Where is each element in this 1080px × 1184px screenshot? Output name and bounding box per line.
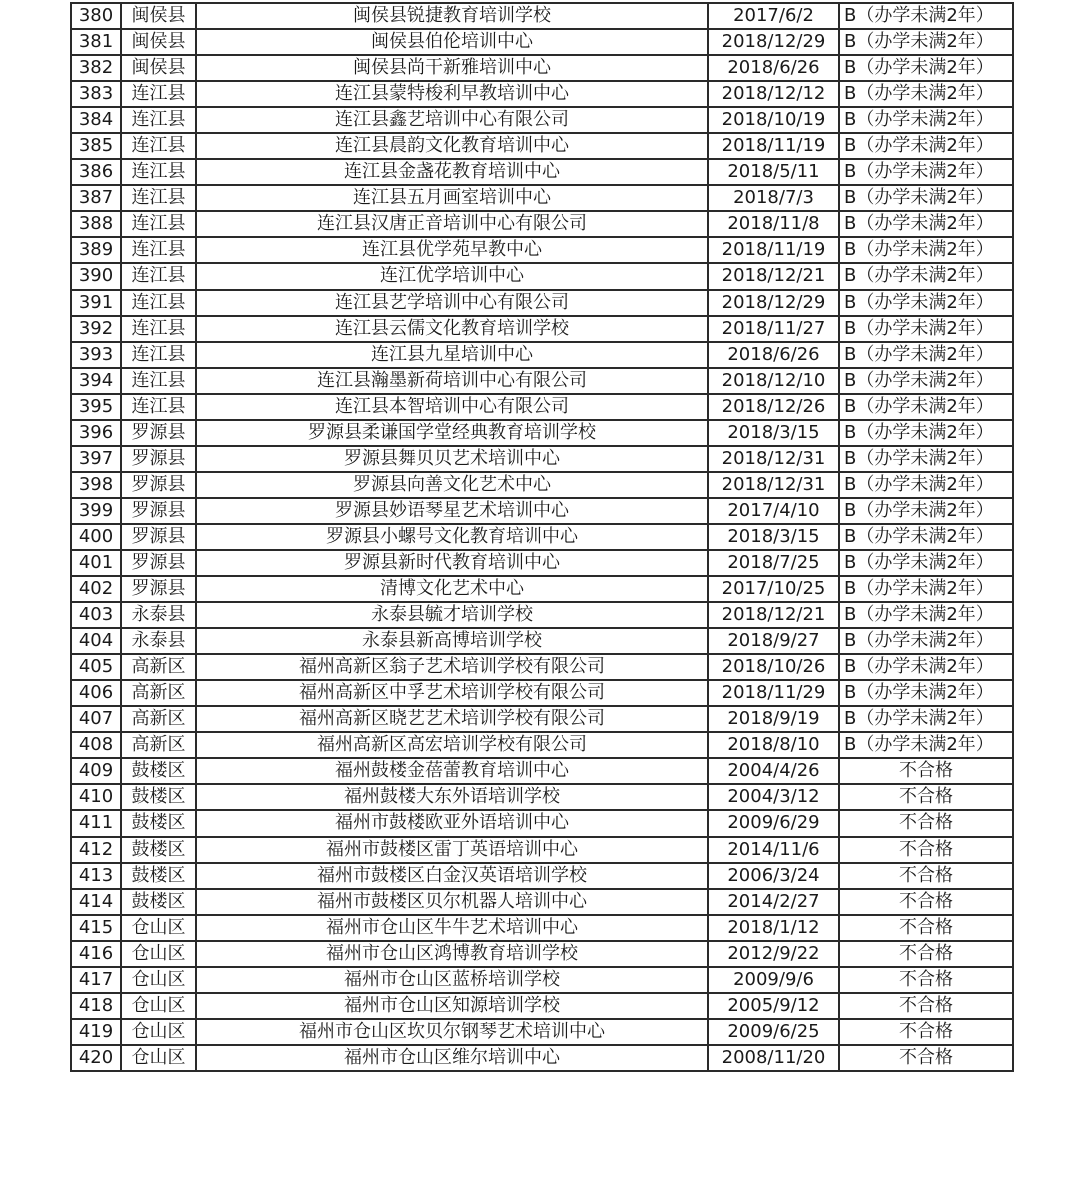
row-number-cell: 398 bbox=[71, 472, 121, 498]
row-number-cell: 390 bbox=[71, 263, 121, 289]
row-number-cell: 382 bbox=[71, 55, 121, 81]
row-number-cell: 386 bbox=[71, 159, 121, 185]
result-cell: 不合格 bbox=[839, 915, 1013, 941]
district-cell: 仓山区 bbox=[121, 1019, 196, 1045]
date-cell: 2018/11/19 bbox=[708, 133, 839, 159]
table-row bbox=[71, 993, 1013, 1019]
table-row bbox=[71, 810, 1013, 836]
district-cell: 连江县 bbox=[121, 394, 196, 420]
district-cell: 连江县 bbox=[121, 211, 196, 237]
result-cell: B（办学未满2年） bbox=[839, 602, 1013, 628]
row-number-cell: 381 bbox=[71, 29, 121, 55]
district-cell: 高新区 bbox=[121, 706, 196, 732]
table-row bbox=[71, 706, 1013, 732]
date-cell: 2009/6/25 bbox=[708, 1019, 839, 1045]
date-cell: 2009/6/29 bbox=[708, 810, 839, 836]
district-cell: 连江县 bbox=[121, 133, 196, 159]
result-cell: B（办学未满2年） bbox=[839, 498, 1013, 524]
row-number-cell: 395 bbox=[71, 394, 121, 420]
table-row bbox=[71, 185, 1013, 211]
result-cell: B（办学未满2年） bbox=[839, 159, 1013, 185]
result-cell: B（办学未满2年） bbox=[839, 732, 1013, 758]
table-row bbox=[71, 967, 1013, 993]
row-number-cell: 420 bbox=[71, 1045, 121, 1071]
institution-name-cell: 福州市仓山区坎贝尔钢琴艺术培训中心 bbox=[196, 1019, 708, 1045]
row-number-cell: 405 bbox=[71, 654, 121, 680]
row-number-cell: 400 bbox=[71, 524, 121, 550]
result-cell: B（办学未满2年） bbox=[839, 237, 1013, 263]
row-number-cell: 413 bbox=[71, 863, 121, 889]
institution-name-cell: 福州市仓山区维尔培训中心 bbox=[196, 1045, 708, 1071]
table-row bbox=[71, 628, 1013, 654]
row-number-cell: 403 bbox=[71, 602, 121, 628]
table-row bbox=[71, 420, 1013, 446]
district-cell: 鼓楼区 bbox=[121, 758, 196, 784]
date-cell: 2018/5/11 bbox=[708, 159, 839, 185]
table-row bbox=[71, 29, 1013, 55]
institution-name-cell: 连江县云儒文化教育培训学校 bbox=[196, 316, 708, 342]
date-cell: 2018/11/27 bbox=[708, 316, 839, 342]
date-cell: 2014/11/6 bbox=[708, 837, 839, 863]
district-cell: 闽侯县 bbox=[121, 3, 196, 29]
table-row bbox=[71, 368, 1013, 394]
date-cell: 2018/7/25 bbox=[708, 550, 839, 576]
date-cell: 2012/9/22 bbox=[708, 941, 839, 967]
table-row bbox=[71, 342, 1013, 368]
district-cell: 闽侯县 bbox=[121, 55, 196, 81]
table-row bbox=[71, 784, 1013, 810]
result-cell: B（办学未满2年） bbox=[839, 524, 1013, 550]
row-number-cell: 402 bbox=[71, 576, 121, 602]
date-cell: 2018/12/29 bbox=[708, 29, 839, 55]
row-number-cell: 396 bbox=[71, 420, 121, 446]
district-cell: 连江县 bbox=[121, 342, 196, 368]
table-row bbox=[71, 837, 1013, 863]
institution-name-cell: 永泰县新高博培训学校 bbox=[196, 628, 708, 654]
institution-name-cell: 连江县金盏花教育培训中心 bbox=[196, 159, 708, 185]
row-number-cell: 414 bbox=[71, 889, 121, 915]
table-body bbox=[71, 3, 1013, 1071]
row-number-cell: 404 bbox=[71, 628, 121, 654]
institution-name-cell: 福州鼓楼金蓓蕾教育培训中心 bbox=[196, 758, 708, 784]
district-cell: 连江县 bbox=[121, 263, 196, 289]
district-cell: 高新区 bbox=[121, 732, 196, 758]
table-row bbox=[71, 889, 1013, 915]
row-number-cell: 418 bbox=[71, 993, 121, 1019]
institution-name-cell: 福州市鼓楼欧亚外语培训中心 bbox=[196, 810, 708, 836]
table-row bbox=[71, 263, 1013, 289]
district-cell: 鼓楼区 bbox=[121, 863, 196, 889]
result-cell: 不合格 bbox=[839, 758, 1013, 784]
institution-name-cell: 福州市鼓楼区贝尔机器人培训中心 bbox=[196, 889, 708, 915]
institution-name-cell: 永泰县毓才培训学校 bbox=[196, 602, 708, 628]
institution-name-cell: 福州市仓山区鸿博教育培训学校 bbox=[196, 941, 708, 967]
result-cell: B（办学未满2年） bbox=[839, 472, 1013, 498]
date-cell: 2017/6/2 bbox=[708, 3, 839, 29]
table-row bbox=[71, 81, 1013, 107]
table-row bbox=[71, 602, 1013, 628]
date-cell: 2009/9/6 bbox=[708, 967, 839, 993]
district-cell: 闽侯县 bbox=[121, 29, 196, 55]
result-cell: B（办学未满2年） bbox=[839, 316, 1013, 342]
table-row bbox=[71, 863, 1013, 889]
institution-name-cell: 闽侯县尚干新雅培训中心 bbox=[196, 55, 708, 81]
institution-name-cell: 闽侯县伯伦培训中心 bbox=[196, 29, 708, 55]
institution-name-cell: 连江优学培训中心 bbox=[196, 263, 708, 289]
district-cell: 罗源县 bbox=[121, 576, 196, 602]
row-number-cell: 393 bbox=[71, 342, 121, 368]
district-cell: 连江县 bbox=[121, 290, 196, 316]
table-row bbox=[71, 107, 1013, 133]
result-cell: B（办学未满2年） bbox=[839, 576, 1013, 602]
institution-name-cell: 福州高新区高宏培训学校有限公司 bbox=[196, 732, 708, 758]
date-cell: 2004/3/12 bbox=[708, 784, 839, 810]
district-cell: 鼓楼区 bbox=[121, 810, 196, 836]
district-cell: 高新区 bbox=[121, 654, 196, 680]
district-cell: 连江县 bbox=[121, 81, 196, 107]
district-cell: 鼓楼区 bbox=[121, 837, 196, 863]
table-row bbox=[71, 446, 1013, 472]
result-cell: 不合格 bbox=[839, 967, 1013, 993]
institution-name-cell: 连江县瀚墨新荷培训中心有限公司 bbox=[196, 368, 708, 394]
row-number-cell: 380 bbox=[71, 3, 121, 29]
district-cell: 仓山区 bbox=[121, 941, 196, 967]
date-cell: 2005/9/12 bbox=[708, 993, 839, 1019]
row-number-cell: 412 bbox=[71, 837, 121, 863]
table-row bbox=[71, 941, 1013, 967]
date-cell: 2018/12/31 bbox=[708, 472, 839, 498]
date-cell: 2018/7/3 bbox=[708, 185, 839, 211]
row-number-cell: 408 bbox=[71, 732, 121, 758]
result-cell: 不合格 bbox=[839, 837, 1013, 863]
date-cell: 2018/10/26 bbox=[708, 654, 839, 680]
date-cell: 2018/12/12 bbox=[708, 81, 839, 107]
row-number-cell: 407 bbox=[71, 706, 121, 732]
result-cell: 不合格 bbox=[839, 941, 1013, 967]
institution-name-cell: 福州市仓山区知源培训学校 bbox=[196, 993, 708, 1019]
table-row bbox=[71, 680, 1013, 706]
row-number-cell: 383 bbox=[71, 81, 121, 107]
institution-name-cell: 连江县优学苑早教中心 bbox=[196, 237, 708, 263]
row-number-cell: 401 bbox=[71, 550, 121, 576]
result-cell: B（办学未满2年） bbox=[839, 55, 1013, 81]
institution-name-cell: 罗源县向善文化艺术中心 bbox=[196, 472, 708, 498]
row-number-cell: 409 bbox=[71, 758, 121, 784]
institution-name-cell: 福州高新区翁子艺术培训学校有限公司 bbox=[196, 654, 708, 680]
row-number-cell: 392 bbox=[71, 316, 121, 342]
result-cell: B（办学未满2年） bbox=[839, 211, 1013, 237]
institution-name-cell: 连江县汉唐正音培训中心有限公司 bbox=[196, 211, 708, 237]
institution-name-cell: 闽侯县锐捷教育培训学校 bbox=[196, 3, 708, 29]
result-cell: B（办学未满2年） bbox=[839, 706, 1013, 732]
district-cell: 罗源县 bbox=[121, 524, 196, 550]
district-cell: 罗源县 bbox=[121, 550, 196, 576]
table-row bbox=[71, 159, 1013, 185]
date-cell: 2018/11/29 bbox=[708, 680, 839, 706]
institution-name-cell: 罗源县妙语琴星艺术培训中心 bbox=[196, 498, 708, 524]
date-cell: 2018/11/19 bbox=[708, 237, 839, 263]
institution-table bbox=[70, 2, 1014, 1072]
institution-name-cell: 罗源县柔谦国学堂经典教育培训学校 bbox=[196, 420, 708, 446]
institution-name-cell: 福州市仓山区蓝桥培训学校 bbox=[196, 967, 708, 993]
row-number-cell: 415 bbox=[71, 915, 121, 941]
result-cell: B（办学未满2年） bbox=[839, 263, 1013, 289]
district-cell: 罗源县 bbox=[121, 420, 196, 446]
date-cell: 2018/1/12 bbox=[708, 915, 839, 941]
result-cell: B（办学未满2年） bbox=[839, 290, 1013, 316]
date-cell: 2017/10/25 bbox=[708, 576, 839, 602]
district-cell: 连江县 bbox=[121, 185, 196, 211]
result-cell: B（办学未满2年） bbox=[839, 420, 1013, 446]
table-row bbox=[71, 1019, 1013, 1045]
row-number-cell: 391 bbox=[71, 290, 121, 316]
row-number-cell: 416 bbox=[71, 941, 121, 967]
table-row bbox=[71, 654, 1013, 680]
table-row bbox=[71, 316, 1013, 342]
result-cell: 不合格 bbox=[839, 1045, 1013, 1071]
table-row bbox=[71, 524, 1013, 550]
result-cell: B（办学未满2年） bbox=[839, 81, 1013, 107]
institution-name-cell: 清博文化艺术中心 bbox=[196, 576, 708, 602]
result-cell: 不合格 bbox=[839, 863, 1013, 889]
district-cell: 连江县 bbox=[121, 159, 196, 185]
institution-name-cell: 连江县本智培训中心有限公司 bbox=[196, 394, 708, 420]
row-number-cell: 388 bbox=[71, 211, 121, 237]
table-row bbox=[71, 472, 1013, 498]
institution-name-cell: 连江县五月画室培训中心 bbox=[196, 185, 708, 211]
row-number-cell: 385 bbox=[71, 133, 121, 159]
table-row bbox=[71, 3, 1013, 29]
district-cell: 鼓楼区 bbox=[121, 784, 196, 810]
institution-name-cell: 连江县艺学培训中心有限公司 bbox=[196, 290, 708, 316]
institution-name-cell: 福州市仓山区牛牛艺术培训中心 bbox=[196, 915, 708, 941]
district-cell: 仓山区 bbox=[121, 1045, 196, 1071]
row-number-cell: 397 bbox=[71, 446, 121, 472]
table-row bbox=[71, 211, 1013, 237]
district-cell: 永泰县 bbox=[121, 628, 196, 654]
row-number-cell: 389 bbox=[71, 237, 121, 263]
institution-name-cell: 连江县九星培训中心 bbox=[196, 342, 708, 368]
table-row bbox=[71, 237, 1013, 263]
institution-name-cell: 福州鼓楼大东外语培训学校 bbox=[196, 784, 708, 810]
result-cell: B（办学未满2年） bbox=[839, 446, 1013, 472]
district-cell: 罗源县 bbox=[121, 446, 196, 472]
date-cell: 2018/10/19 bbox=[708, 107, 839, 133]
row-number-cell: 417 bbox=[71, 967, 121, 993]
date-cell: 2018/8/10 bbox=[708, 732, 839, 758]
row-number-cell: 384 bbox=[71, 107, 121, 133]
date-cell: 2018/9/19 bbox=[708, 706, 839, 732]
date-cell: 2018/12/21 bbox=[708, 263, 839, 289]
result-cell: B（办学未满2年） bbox=[839, 29, 1013, 55]
result-cell: B（办学未满2年） bbox=[839, 133, 1013, 159]
date-cell: 2018/11/8 bbox=[708, 211, 839, 237]
table-row bbox=[71, 498, 1013, 524]
row-number-cell: 406 bbox=[71, 680, 121, 706]
district-cell: 罗源县 bbox=[121, 498, 196, 524]
table-row bbox=[71, 732, 1013, 758]
institution-name-cell: 连江县晨韵文化教育培训中心 bbox=[196, 133, 708, 159]
result-cell: B（办学未满2年） bbox=[839, 680, 1013, 706]
district-cell: 连江县 bbox=[121, 107, 196, 133]
result-cell: 不合格 bbox=[839, 889, 1013, 915]
institution-name-cell: 罗源县小螺号文化教育培训中心 bbox=[196, 524, 708, 550]
date-cell: 2018/12/31 bbox=[708, 446, 839, 472]
table-row bbox=[71, 576, 1013, 602]
table-row bbox=[71, 290, 1013, 316]
result-cell: 不合格 bbox=[839, 784, 1013, 810]
result-cell: B（办学未满2年） bbox=[839, 342, 1013, 368]
date-cell: 2018/6/26 bbox=[708, 55, 839, 81]
date-cell: 2017/4/10 bbox=[708, 498, 839, 524]
date-cell: 2018/9/27 bbox=[708, 628, 839, 654]
date-cell: 2018/3/15 bbox=[708, 524, 839, 550]
row-number-cell: 387 bbox=[71, 185, 121, 211]
institution-name-cell: 连江县鑫艺培训中心有限公司 bbox=[196, 107, 708, 133]
table-row bbox=[71, 758, 1013, 784]
table-row bbox=[71, 550, 1013, 576]
table-row bbox=[71, 915, 1013, 941]
date-cell: 2018/3/15 bbox=[708, 420, 839, 446]
date-cell: 2014/2/27 bbox=[708, 889, 839, 915]
institution-name-cell: 罗源县舞贝贝艺术培训中心 bbox=[196, 446, 708, 472]
date-cell: 2018/12/29 bbox=[708, 290, 839, 316]
table-row bbox=[71, 133, 1013, 159]
district-cell: 鼓楼区 bbox=[121, 889, 196, 915]
row-number-cell: 411 bbox=[71, 810, 121, 836]
date-cell: 2008/11/20 bbox=[708, 1045, 839, 1071]
table-row bbox=[71, 1045, 1013, 1071]
institution-name-cell: 福州市鼓楼区白金汉英语培训学校 bbox=[196, 863, 708, 889]
result-cell: B（办学未满2年） bbox=[839, 107, 1013, 133]
result-cell: 不合格 bbox=[839, 810, 1013, 836]
row-number-cell: 410 bbox=[71, 784, 121, 810]
result-cell: B（办学未满2年） bbox=[839, 368, 1013, 394]
result-cell: B（办学未满2年） bbox=[839, 185, 1013, 211]
result-cell: 不合格 bbox=[839, 1019, 1013, 1045]
district-cell: 永泰县 bbox=[121, 602, 196, 628]
table-row bbox=[71, 55, 1013, 81]
table-row bbox=[71, 394, 1013, 420]
result-cell: B（办学未满2年） bbox=[839, 628, 1013, 654]
date-cell: 2018/12/26 bbox=[708, 394, 839, 420]
institution-name-cell: 连江县蒙特梭利早教培训中心 bbox=[196, 81, 708, 107]
row-number-cell: 419 bbox=[71, 1019, 121, 1045]
result-cell: B（办学未满2年） bbox=[839, 3, 1013, 29]
result-cell: 不合格 bbox=[839, 993, 1013, 1019]
district-cell: 仓山区 bbox=[121, 915, 196, 941]
district-cell: 罗源县 bbox=[121, 472, 196, 498]
date-cell: 2004/4/26 bbox=[708, 758, 839, 784]
date-cell: 2018/6/26 bbox=[708, 342, 839, 368]
date-cell: 2018/12/10 bbox=[708, 368, 839, 394]
date-cell: 2018/12/21 bbox=[708, 602, 839, 628]
district-cell: 连江县 bbox=[121, 316, 196, 342]
row-number-cell: 394 bbox=[71, 368, 121, 394]
result-cell: B（办学未满2年） bbox=[839, 654, 1013, 680]
institution-name-cell: 福州高新区晓艺艺术培训学校有限公司 bbox=[196, 706, 708, 732]
district-cell: 连江县 bbox=[121, 237, 196, 263]
result-cell: B（办学未满2年） bbox=[839, 550, 1013, 576]
district-cell: 连江县 bbox=[121, 368, 196, 394]
result-cell: B（办学未满2年） bbox=[839, 394, 1013, 420]
institution-name-cell: 福州高新区中孚艺术培训学校有限公司 bbox=[196, 680, 708, 706]
district-cell: 高新区 bbox=[121, 680, 196, 706]
institution-name-cell: 福州市鼓楼区雷丁英语培训中心 bbox=[196, 837, 708, 863]
institution-name-cell: 罗源县新时代教育培训中心 bbox=[196, 550, 708, 576]
institution-list-sheet bbox=[70, 2, 1008, 1072]
district-cell: 仓山区 bbox=[121, 967, 196, 993]
district-cell: 仓山区 bbox=[121, 993, 196, 1019]
row-number-cell: 399 bbox=[71, 498, 121, 524]
date-cell: 2006/3/24 bbox=[708, 863, 839, 889]
